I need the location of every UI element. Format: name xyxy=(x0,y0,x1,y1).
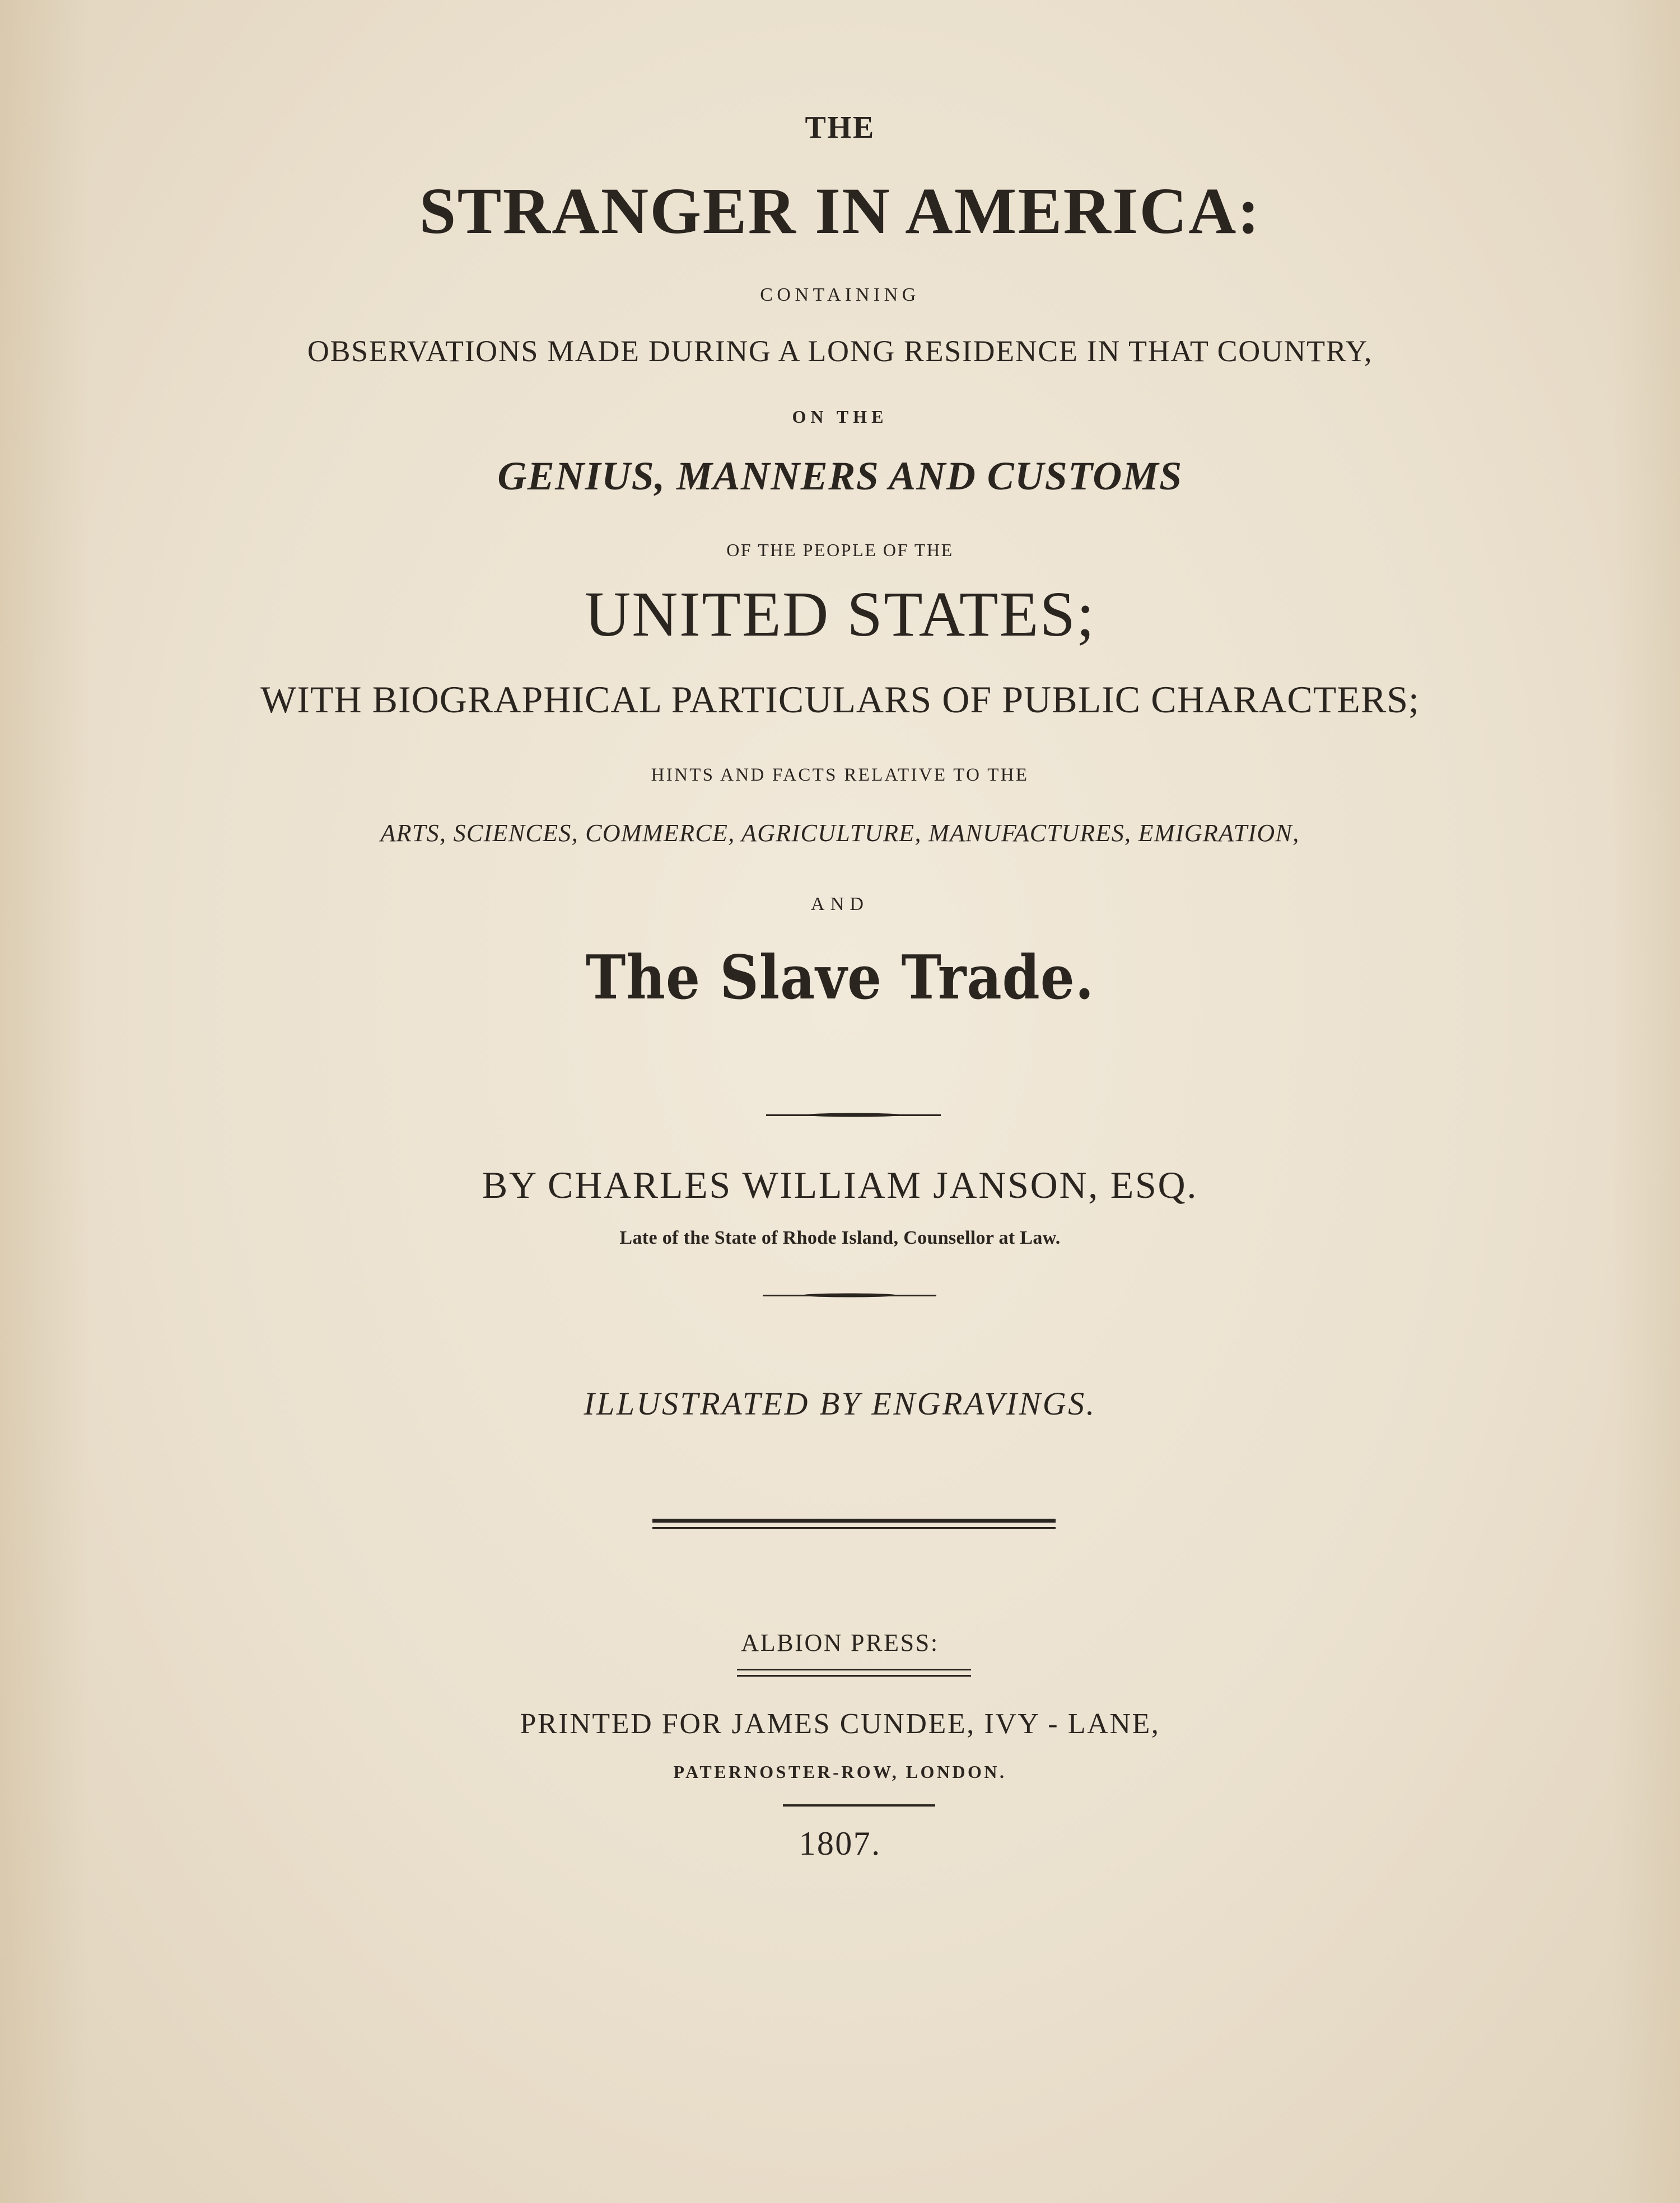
ornament-rule-upper-swell xyxy=(806,1113,902,1117)
containing-label: CONTAINING xyxy=(760,284,920,305)
year-rule xyxy=(783,1804,935,1807)
author-note: Late of the State of Rhode Island, Counsellor at Law. xyxy=(619,1227,1061,1248)
of-the-people-label: OF THE PEOPLE OF THE xyxy=(726,540,954,560)
press-rule-bottom xyxy=(737,1675,971,1677)
printed-for-line: PRINTED FOR JAMES CUNDEE, IVY - LANE, xyxy=(520,1708,1160,1740)
slave-trade-heading: The Slave Trade. xyxy=(585,942,1095,1013)
publication-year: 1807. xyxy=(799,1825,881,1862)
address-line: PATERNOSTER-ROW, LONDON. xyxy=(673,1762,1007,1782)
double-rule-bottom xyxy=(652,1527,1056,1529)
genius-line: GENIUS, MANNERS AND CUSTOMS xyxy=(497,454,1183,498)
and-label: AND xyxy=(810,894,870,914)
on-the-label: ON THE xyxy=(792,407,888,427)
observations-line: OBSERVATIONS MADE DURING A LONG RESIDENCE IN THAT COUNTRY, xyxy=(307,334,1373,368)
hints-label: HINTS AND FACTS RELATIVE TO THE xyxy=(651,765,1029,785)
arts-line: ARTS, SCIENCES, COMMERCE, AGRICULTURE, MANUFACTURES, EMIGRATION, xyxy=(380,819,1300,847)
press-name: ALBION PRESS: xyxy=(741,1629,939,1656)
illustrated-line: ILLUSTRATED BY ENGRAVINGS. xyxy=(584,1385,1096,1422)
main-title: STRANGER IN AMERICA: xyxy=(419,174,1261,248)
title-article: THE xyxy=(805,110,875,145)
ornament-rule-lower-swell xyxy=(802,1294,897,1297)
press-rule-top xyxy=(737,1669,971,1670)
author-name: BY CHARLES WILLIAM JANSON, ESQ. xyxy=(482,1164,1198,1206)
united-states-heading: UNITED STATES; xyxy=(584,578,1096,650)
double-rule-top xyxy=(652,1519,1056,1523)
biographical-line: WITH BIOGRAPHICAL PARTICULARS OF PUBLIC CHARACTERS; xyxy=(260,678,1420,721)
